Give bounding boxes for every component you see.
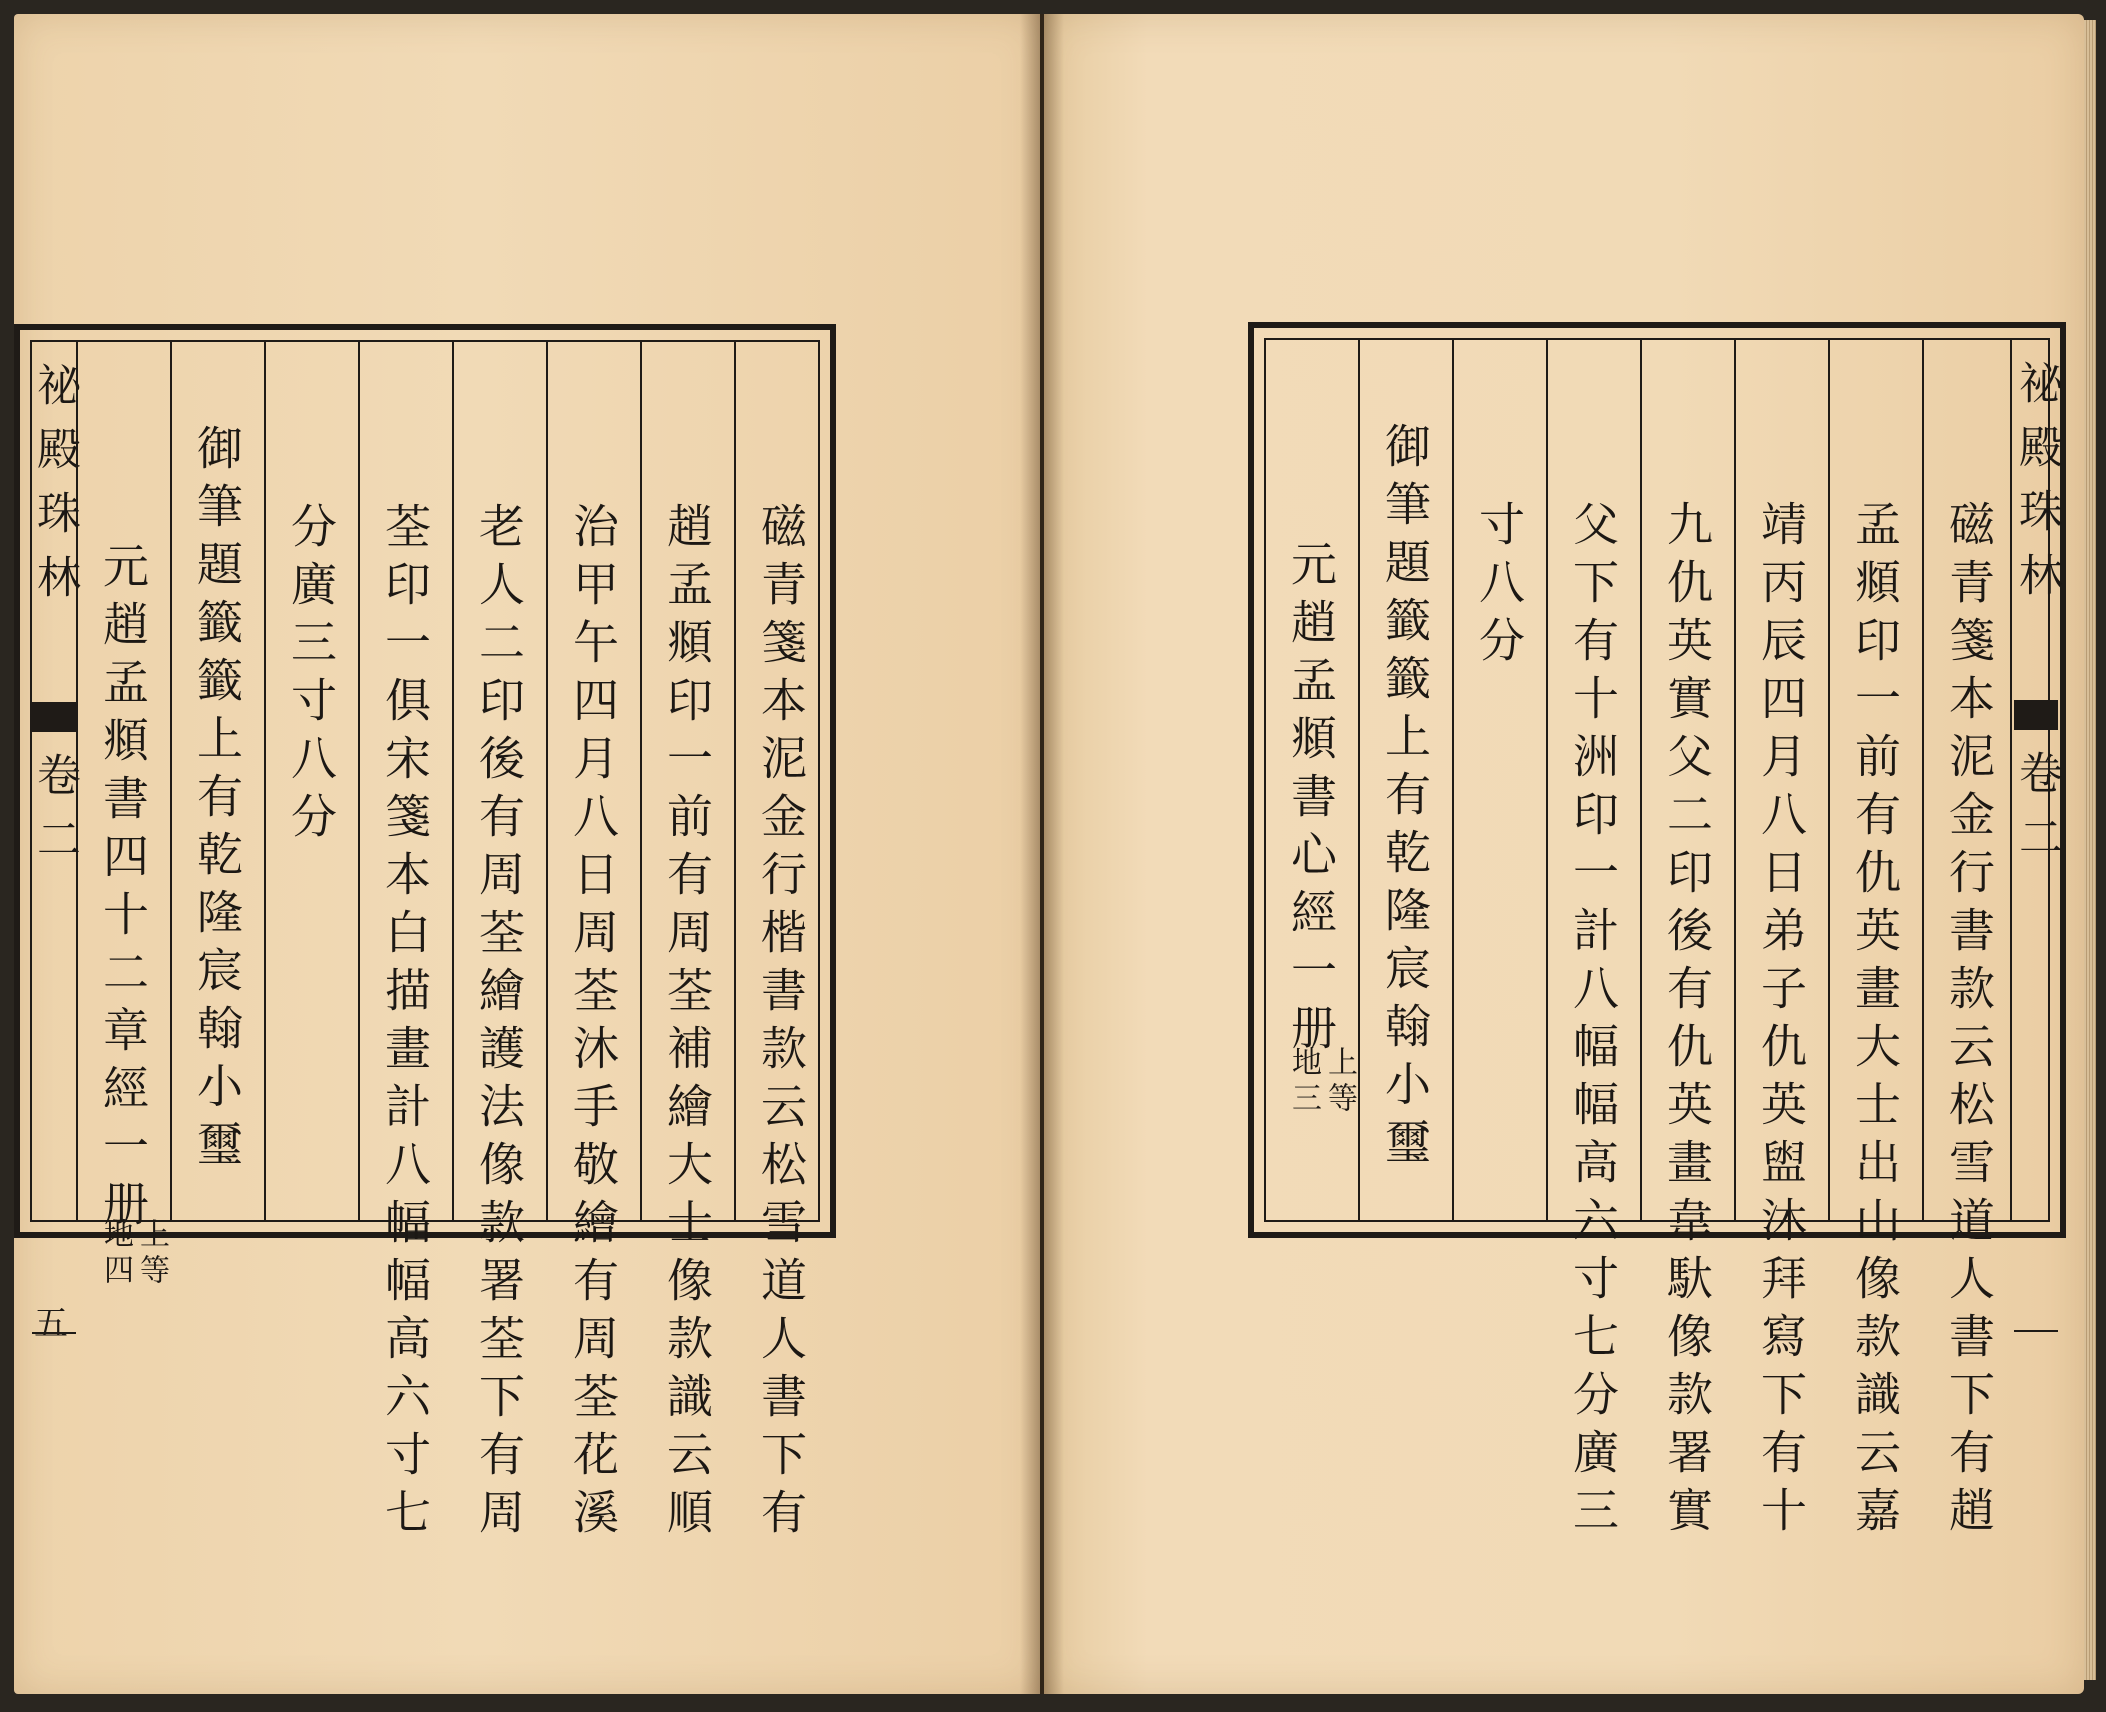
left-volume-label: 卷二: [29, 752, 80, 880]
left-col-rule: [358, 342, 360, 1220]
left-column-2: 趙孟頫印一前有周荃補繪大士像款識云順: [660, 502, 714, 1546]
right-inner-border: [1264, 338, 2062, 1544]
left-col-rule: [76, 342, 78, 1220]
left-col-rule: [264, 342, 266, 1220]
right-column-6: 寸八分: [1472, 500, 1526, 674]
left-col-rule: [640, 342, 642, 1220]
right-grade: 上等: [1322, 1046, 1357, 1118]
right-column-3: 靖丙辰四月八日弟子仇英盥沐拜寫下有十: [1754, 500, 1808, 1544]
right-col-rule: [1734, 340, 1736, 1220]
right-column-1: 磁青箋本泥金行書款云松雪道人書下有趙: [1942, 500, 1996, 1544]
right-column-8: 元趙孟頫書心經一册: [1284, 540, 1338, 1062]
left-column-1: 磁青箋本泥金行楷書款云松雪道人書下有: [754, 502, 808, 1546]
left-col-rule: [546, 342, 548, 1220]
left-col-rule: [734, 342, 736, 1220]
right-volume-label: 卷二: [2011, 750, 2062, 878]
right-col-rule: [1546, 340, 1548, 1220]
right-col-rule: [1452, 340, 1454, 1220]
left-column-4: 老人二印後有周荃繪護法像款署荃下有周: [472, 502, 526, 1546]
left-column-5: 荃印一俱宋箋本白描畫計八幅幅高六寸七: [378, 502, 432, 1546]
right-column-5: 父下有十洲印一計八幅幅高六寸七分廣三: [1566, 500, 1620, 1544]
left-text-frame: [14, 324, 836, 1546]
left-fish-tail-mark: [32, 702, 76, 732]
right-text-frame: [1248, 322, 2066, 1544]
right-margin-rule-bottom: [2014, 1330, 2058, 1332]
right-col-rule: [1828, 340, 1830, 1220]
right-margin-title: 祕殿珠林: [2011, 360, 2062, 616]
left-column-8: 元趙孟頫書四十二章經一册: [96, 542, 150, 1238]
right-col-rule: [1640, 340, 1642, 1220]
right-col-rule: [1922, 340, 1924, 1220]
left-column-6: 分廣三寸八分: [284, 502, 338, 850]
left-page-number: 五: [34, 1304, 68, 1344]
right-column-2: 孟頫印一前有仇英畫大士出山像款識云嘉: [1848, 500, 1902, 1544]
left-grade: 上等: [134, 1218, 169, 1290]
left-margin-title: 祕殿珠林: [29, 362, 80, 618]
right-fish-tail-mark: [2014, 700, 2058, 730]
left-catalog-number: 地四: [98, 1218, 133, 1290]
right-column-7: 御筆題籤籤上有乾隆宸翰小璽: [1378, 422, 1432, 1176]
left-column-3: 治甲午四月八日周荃沐手敬繪有周荃花溪: [566, 502, 620, 1546]
left-inner-border: [29, 340, 820, 1546]
left-col-rule: [452, 342, 454, 1220]
page-edges: [2084, 20, 2096, 1680]
right-col-rule: [1358, 340, 1360, 1220]
left-margin-rule-bottom: [32, 1332, 76, 1334]
left-col-rule: [170, 342, 172, 1220]
book-gutter: [1020, 14, 1064, 1694]
right-column-4: 九仇英實父二印後有仇英畫韋馱像款署實: [1660, 500, 1714, 1544]
right-catalog-number: 地三: [1286, 1046, 1321, 1118]
left-column-7: 御筆題籤籤上有乾隆宸翰小璽: [190, 424, 244, 1178]
